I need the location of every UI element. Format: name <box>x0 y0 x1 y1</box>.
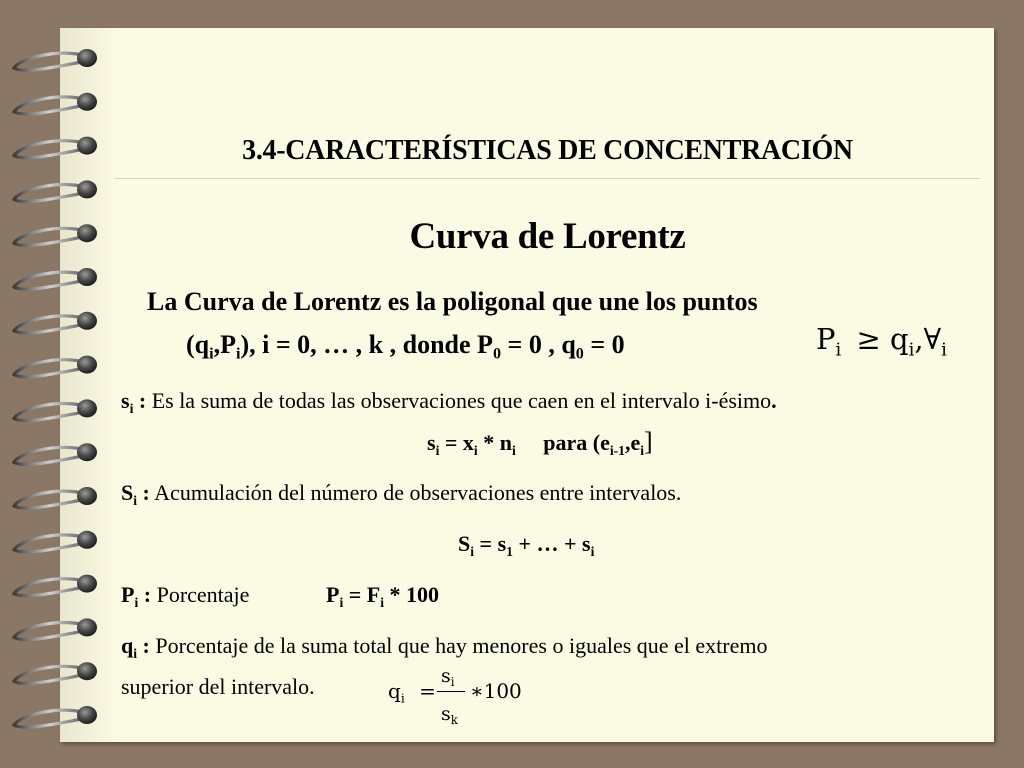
S-i-definition: $S_i$ : Acumulación del número de observaciones entre intervalos. <box>121 480 682 508</box>
binding-ring <box>14 399 97 420</box>
S-i-formula: $S_i = s_1$ + … + $s_i$ <box>458 531 595 559</box>
q-i-definition-line-2: superior del intervalo. <box>121 674 315 699</box>
binding-ring <box>14 531 97 552</box>
binding-ring <box>14 180 97 201</box>
title-divider <box>115 178 980 179</box>
binding-ring <box>14 662 97 683</box>
binding-ring <box>14 356 97 377</box>
P-i-formula: $P_i = F_i * 100$ <box>326 582 440 610</box>
s-i-formula: $s_i = x_i * n_i$ para $(e_{i-1},e_i]$ <box>427 427 653 458</box>
q-i-definition-line-1: $q_i$ : Porcentaje de la suma total que hay menores o iguales que el extremo <box>121 633 768 661</box>
binding-ring <box>14 618 97 639</box>
definition-line-1: La Curva de Lorentz es la poligonal que une los puntos <box>147 287 758 316</box>
s-i-definition: $s_i$ : Es la suma de todas las observaciones que caen en el intervalo i-ésimo. <box>121 388 777 416</box>
binding-ring <box>14 268 97 289</box>
binding-ring <box>14 443 97 464</box>
P-i-definition: $P_i$ : Porcentaje <box>121 582 250 610</box>
definition-line-2: $(q_i,P_i)$, i = 0, … , k , donde $P_0 = 0$ , $q_0 = 0$ <box>186 330 625 363</box>
binding-ring <box>14 487 97 508</box>
q-i-formula-numerator: $s_i$ <box>441 665 455 690</box>
q-i-formula-multiplier: ∗100 <box>470 679 522 703</box>
q-i-formula-denominator: $s_k$ <box>441 703 458 728</box>
slide-subtitle: Curva de Lorentz <box>409 216 686 257</box>
binding-ring <box>14 706 97 727</box>
binding-ring <box>14 93 97 114</box>
slide-title: 3.4-CARACTERÍSTICAS DE CONCENTRACIÓN <box>242 135 853 166</box>
binding-ring <box>14 137 97 158</box>
binding-ring <box>14 49 97 70</box>
binding-ring <box>14 575 97 596</box>
lorentz-condition-formula: $P_i$ ≥ $q_i,\forall_i$ <box>816 322 947 361</box>
binding-ring <box>14 224 97 245</box>
spiral-binding <box>0 0 110 768</box>
binding-ring <box>14 312 97 333</box>
q-i-formula-lhs: $q_i$ = <box>388 679 436 706</box>
fraction-bar <box>437 691 465 692</box>
